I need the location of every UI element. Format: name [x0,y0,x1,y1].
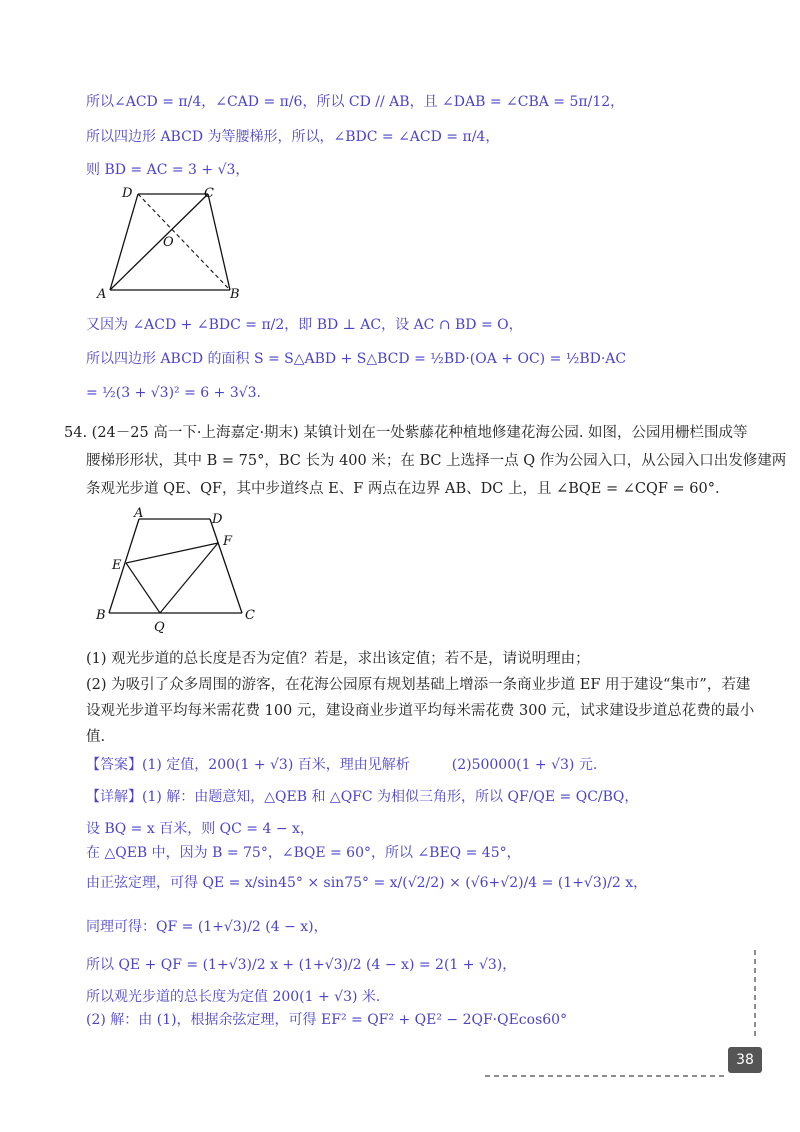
detail-line-3: 在 △QEB 中，因为 B = 75°，∠BQE = 60°，所以 ∠BEQ = 45°， [86,845,521,861]
path-qe [126,563,160,613]
solution-line-6: = ½(3 + √3)² = 6 + 3√3. [86,385,262,401]
problem-54-line-2: 腰梯形形状，其中 B = 75°，BC 长为 400 米；在 BC 上选择一点 Q 作为公园入口，从公园入口出发修建两 [86,453,787,469]
label-o: O [163,235,174,250]
detail-line-1: 【详解】(1) 解：由题意知，△QEB 和 △QFC 为相似三角形，所以 QF/QE = QC/BQ， [86,789,639,805]
detail-line-6: 所以 QE + QF = (1+√3)/2 x + (1+√3)/2 (4 − x) = 2(1 + √3)， [86,957,517,973]
label-d: D [212,512,223,527]
solution-line-2: 所以四边形 ABCD 为等腰梯形，所以，∠BDC = ∠ACD = π/4， [86,129,500,145]
label-d: D [122,186,133,201]
label-q: Q [154,620,165,635]
question-1: (1) 观光步道的总长度是否为定值？若是，求出该定值；若不是，请说明理由； [86,651,590,667]
label-a: A [134,506,144,521]
trapezoid-figure [90,180,250,305]
question-2-line-3: 值. [86,729,106,745]
solution-line-1: 所以∠ACD = π/4，∠CAD = π/6，所以 CD // AB，且 ∠DAB = ∠CBA = 5π/12， [86,94,625,110]
answer-line: 【答案】(1) 定值，200(1 + √3) 百米，理由见解析 (2)50000(1 + √3) 元. [86,757,598,773]
detail-line-8: (2) 解：由 (1)，根据余弦定理，可得 EF² = QF² + QE² − 2QF·QEcos60° [86,1012,568,1028]
page-number: 38 [728,1047,762,1073]
solution-line-4: 又因为 ∠ACD + ∠BDC = π/2，即 BD ⊥ AC，设 AC ∩ BD = O， [86,317,523,333]
label-b: B [230,287,240,302]
detail-line-7: 所以观光步道的总长度为定值 200(1 + √3) 米. [86,989,381,1005]
diagonal-bd [138,194,230,290]
label-c: C [204,186,214,201]
question-2-line-1: (2) 为吸引了众多周围的游客，在花海公园原有规划基础上增添一条商业步道 EF 用于建设“集市”，若建 [86,677,751,693]
detail-line-2: 设 BQ = x 百米，则 QC = 4 − x， [86,821,314,837]
label-b: B [96,608,106,623]
detail-line-5: 同理可得：QF = (1+√3)/2 (4 − x)， [86,919,328,935]
label-a: A [97,287,107,302]
park-figure [92,505,272,635]
solution-line-5: 所以四边形 ABCD 的面积 S = S△ABD + S△BCD = ½BD·(OA + OC) = ½BD·AC [86,351,627,367]
edge-cb [208,194,230,290]
diagonal-ac [110,194,208,290]
label-f: F [223,534,233,549]
problem-54-line-3: 条观光步道 QE、QF，其中步道终点 E、F 两点在边界 AB、DC 上，且 ∠BQE = ∠CQF = 60°. [86,481,720,497]
label-c: C [245,608,255,623]
solution-line-3: 则 BD = AC = 3 + √3， [86,162,250,178]
problem-54-line-1: 54. (24－25 高一下·上海嘉定·期末) 某镇计划在一处紫藤花种植地修建花海公园. 如图，公园用栅栏围成等 [64,425,748,441]
label-e: E [112,558,122,573]
detail-line-4: 由正弦定理，可得 QE = x/sin45° × sin75° = x/(√2/2) × (√6+√2)/4 = (1+√3)/2 x， [86,875,648,891]
question-2-line-2: 设观光步道平均每米需花费 100 元，建设商业步道平均每米需花费 300 元，试求建设步道总花费的最小 [86,703,755,719]
